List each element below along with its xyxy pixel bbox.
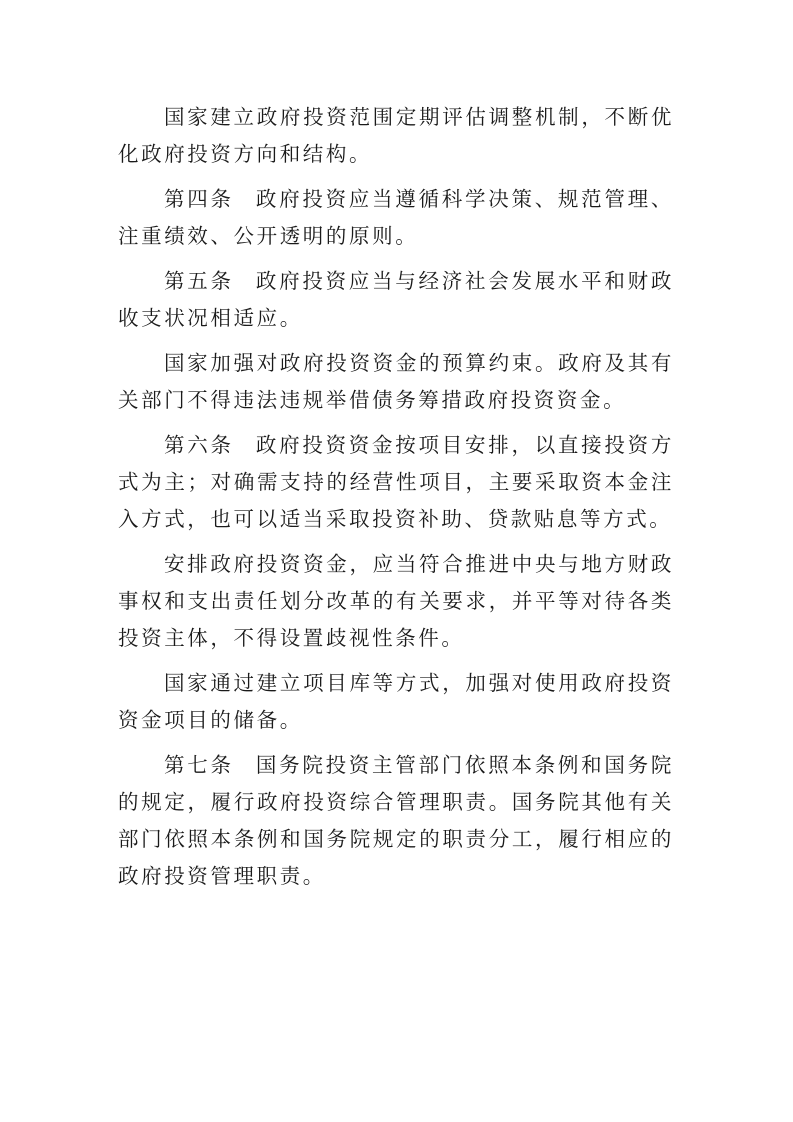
article-number: 第七条 <box>164 753 234 777</box>
article-number: 第四条 <box>164 187 234 211</box>
article-number: 第六条 <box>164 433 234 457</box>
paragraph-fund-arrangement <box>118 546 674 657</box>
paragraph-text: 政府投资应当遵循科学决策、规范管理、注重绩效、公开透明的原则。 <box>118 187 674 248</box>
paragraph-investment-scope-review <box>118 99 674 173</box>
article-number: 第五条 <box>164 269 234 293</box>
paragraph-text: 国家通过建立项目库等方式，加强对使用政府投资资金项目的储备。 <box>118 671 674 732</box>
paragraph-article-7 <box>118 747 674 895</box>
paragraph-text: 安排政府投资资金，应当符合推进中央与地方财政事权和支出责任划分改革的有关要求，并平等对待各类投资主体，不得设置歧视性条件。 <box>118 552 674 650</box>
paragraph-text: 国务院投资主管部门依照本条例和国务院的规定，履行政府投资综合管理职责。国务院其他有关部门依照本条例和国务院规定的职责分工，履行相应的政府投资管理职责。 <box>118 753 674 888</box>
paragraph-text: 政府投资应当与经济社会发展水平和财政收支状况相适应。 <box>118 269 674 330</box>
paragraph-article-4 <box>118 181 674 255</box>
paragraph-article-6 <box>118 427 674 538</box>
paragraph-text: 国家加强对政府投资资金的预算约束。政府及其有关部门不得违法违规举借债务筹措政府投资资金。 <box>118 351 674 412</box>
document-body <box>118 99 674 895</box>
paragraph-project-library <box>118 665 674 739</box>
paragraph-budget-constraint <box>118 345 674 419</box>
paragraph-article-5 <box>118 263 674 337</box>
paragraph-text: 国家建立政府投资范围定期评估调整机制，不断优化政府投资方向和结构。 <box>118 105 674 166</box>
paragraph-text: 政府投资资金按项目安排，以直接投资方式为主；对确需支持的经营性项目，主要采取资本金注入方式，也可以适当采取投资补助、贷款贴息等方式。 <box>118 433 674 531</box>
